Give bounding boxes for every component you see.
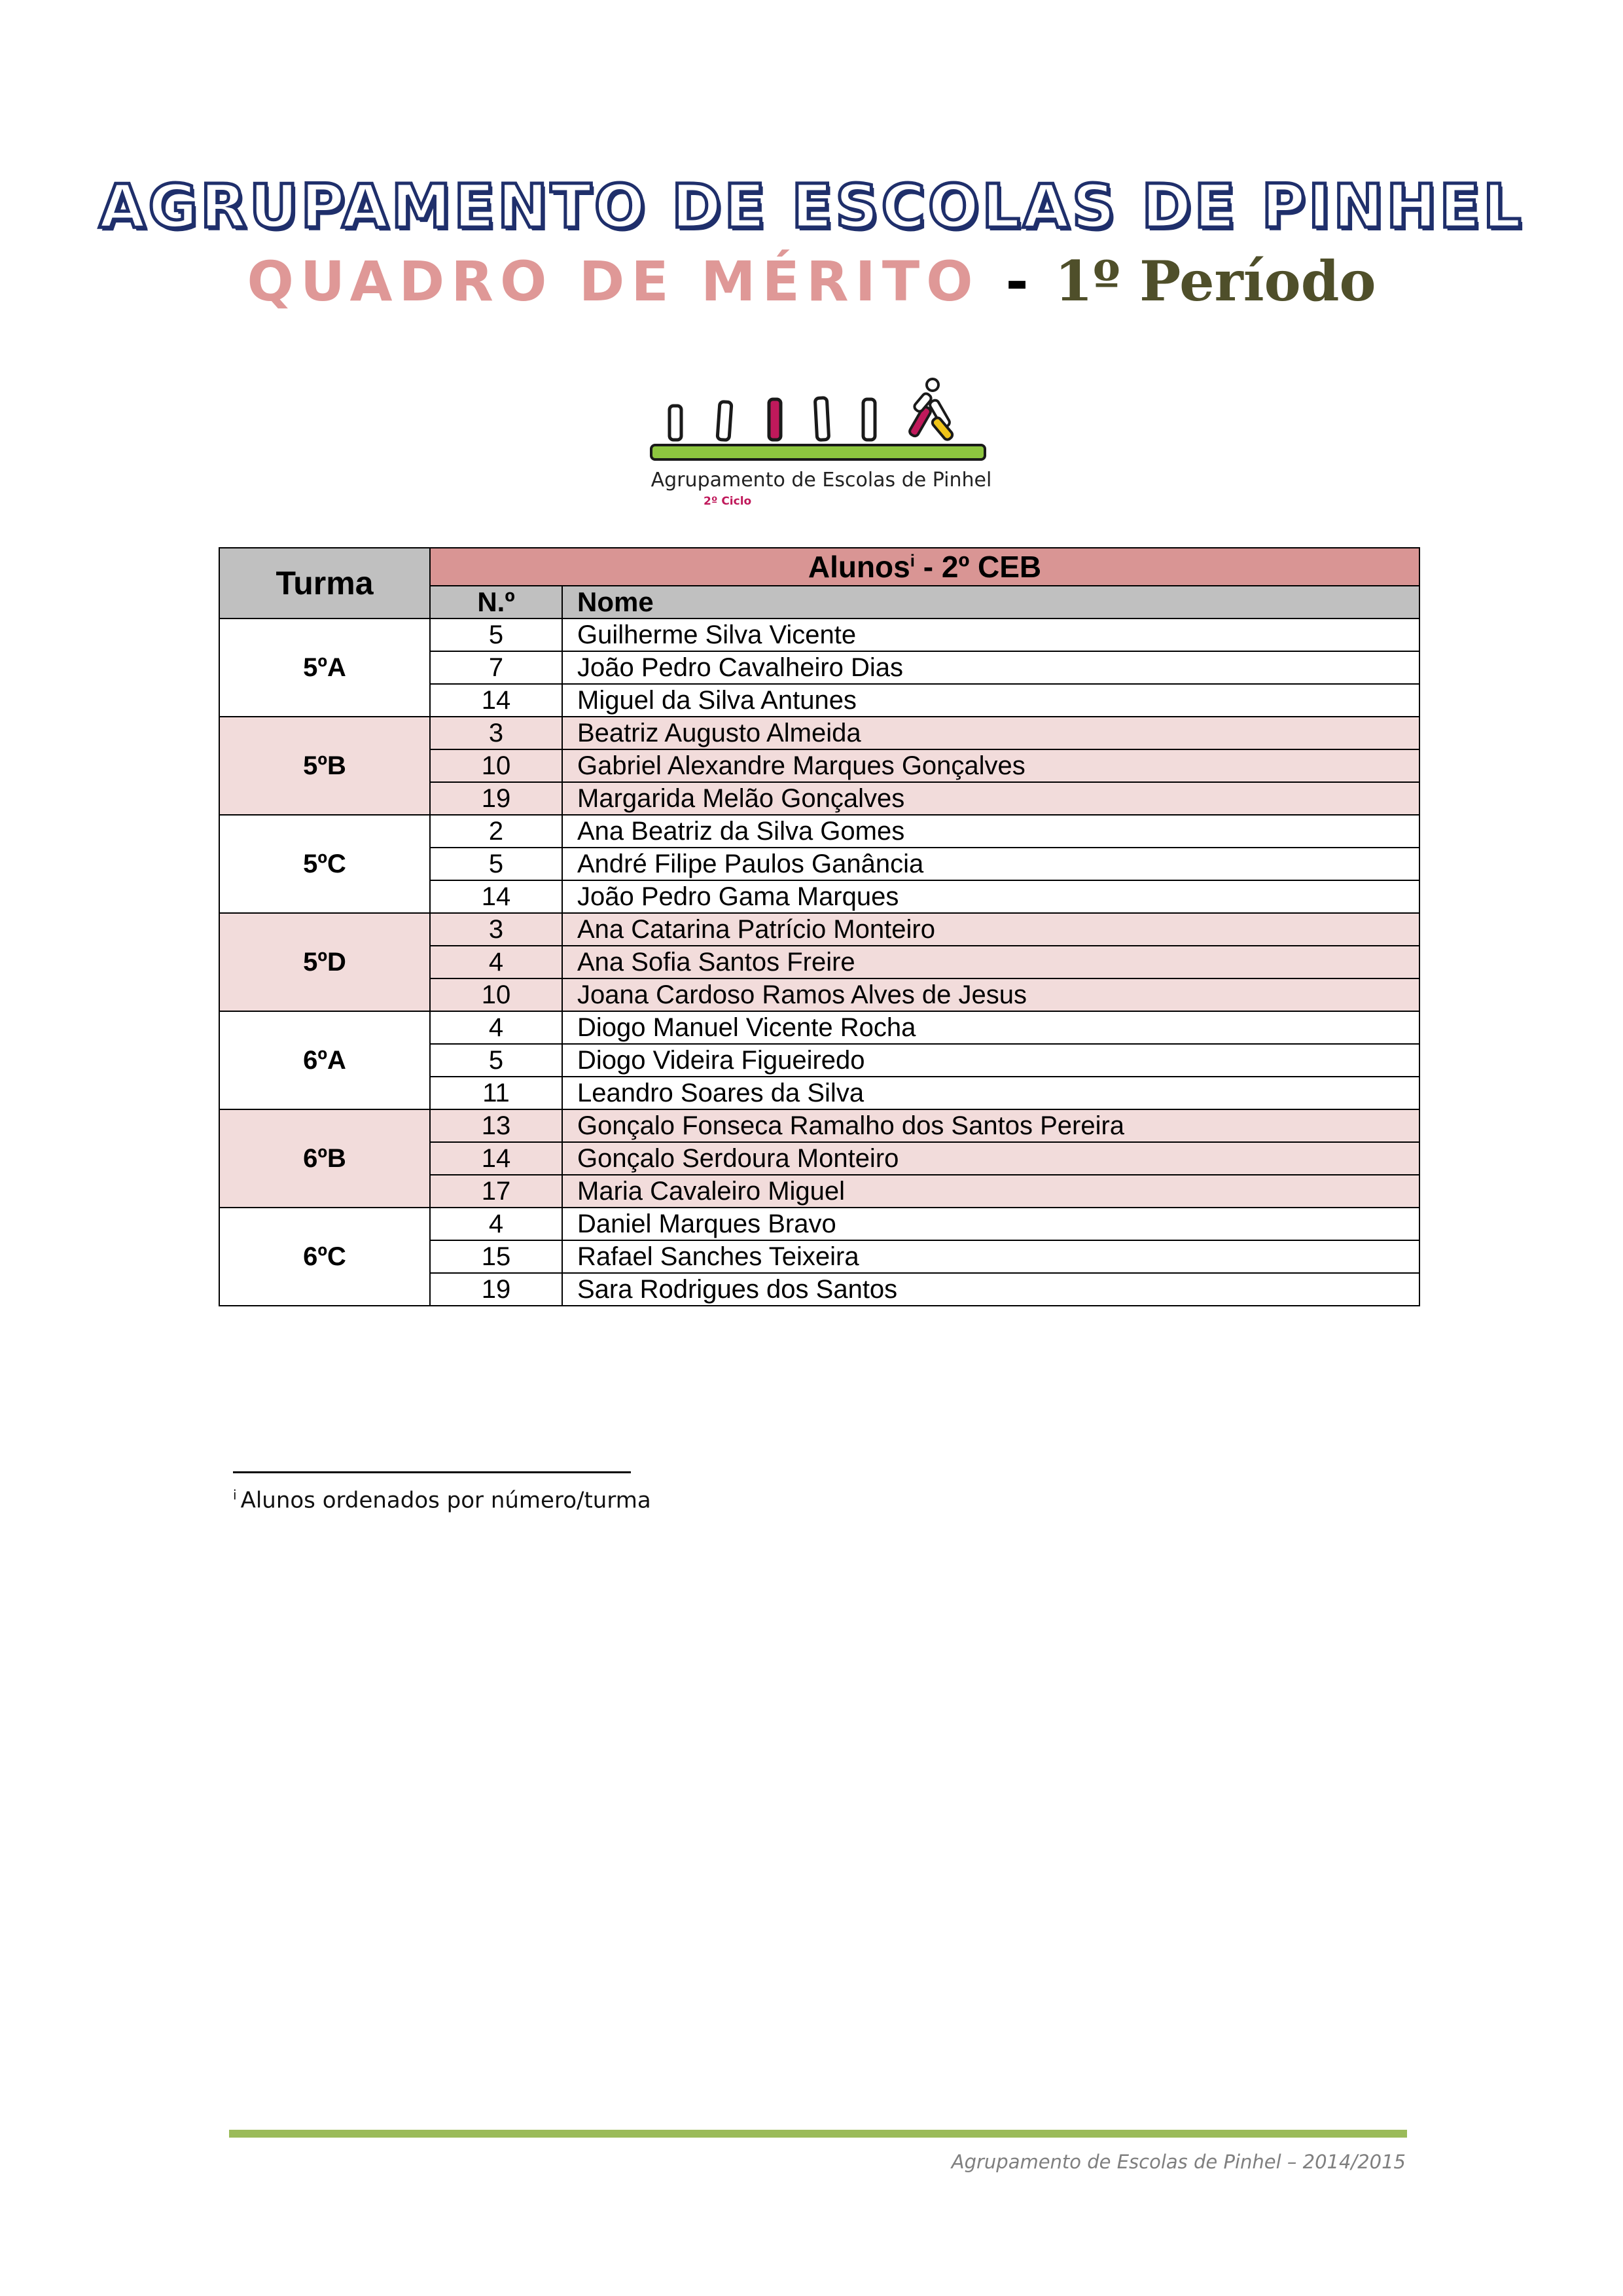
logo-text: Agrupamento de Escolas de Pinhel	[651, 469, 992, 492]
student-name: Margarida Melão Gonçalves	[562, 782, 1419, 815]
subtitle-separator: -	[1005, 249, 1029, 314]
footnote-divider	[233, 1471, 631, 1473]
turma-cell: 5ºD	[219, 913, 430, 1011]
header-turma: Turma	[219, 548, 430, 619]
student-number: 14	[430, 880, 562, 913]
student-number: 4	[430, 946, 562, 978]
student-name: João Pedro Cavalheiro Dias	[562, 651, 1419, 684]
student-name: Miguel da Silva Antunes	[562, 684, 1419, 717]
page-subtitle	[0, 249, 1623, 314]
student-number: 5	[430, 848, 562, 880]
student-name: Sara Rodrigues dos Santos	[562, 1273, 1419, 1306]
table-row	[219, 619, 1419, 651]
student-number: 19	[430, 1273, 562, 1306]
table-row	[219, 1011, 1419, 1044]
footer-text: Agrupamento de Escolas de Pinhel – 2014/2015	[951, 2151, 1406, 2173]
table-row	[219, 913, 1419, 946]
student-number: 5	[430, 1044, 562, 1077]
student-number: 13	[430, 1109, 562, 1142]
page-title: AGRUPAMENTO DE ESCOLAS DE PINHEL	[99, 171, 1524, 242]
student-number: 10	[430, 978, 562, 1011]
student-name: Ana Sofia Santos Freire	[562, 946, 1419, 978]
table-row	[219, 815, 1419, 848]
footnote	[233, 1487, 651, 1513]
student-name: Ana Beatriz da Silva Gomes	[562, 815, 1419, 848]
student-number: 14	[430, 1142, 562, 1175]
student-name: Leandro Soares da Silva	[562, 1077, 1419, 1109]
turma-cell: 5ºB	[219, 717, 430, 815]
subtitle-quadro-merito: QUADRO DE MÉRITO	[247, 249, 980, 314]
student-number: 3	[430, 717, 562, 749]
turma-cell: 5ºA	[219, 619, 430, 717]
footnote-mark: i	[910, 550, 915, 571]
subtitle-period: 1º Período	[1054, 249, 1376, 314]
student-number: 15	[430, 1240, 562, 1273]
student-name: Beatriz Augusto Almeida	[562, 717, 1419, 749]
student-number: 5	[430, 619, 562, 651]
student-number: 14	[430, 684, 562, 717]
table-row	[219, 717, 1419, 749]
student-name: Daniel Marques Bravo	[562, 1208, 1419, 1240]
student-name: João Pedro Gama Marques	[562, 880, 1419, 913]
header-alunos-label: Alunos	[808, 550, 910, 584]
student-name: Maria Cavaleiro Miguel	[562, 1175, 1419, 1208]
student-name: Diogo Manuel Vicente Rocha	[562, 1011, 1419, 1044]
student-name: Diogo Videira Figueiredo	[562, 1044, 1419, 1077]
table-row	[219, 1208, 1419, 1240]
header-name: Nome	[562, 586, 1419, 619]
student-number: 4	[430, 1208, 562, 1240]
student-name: Rafael Sanches Teixeira	[562, 1240, 1419, 1273]
turma-cell: 6ºC	[219, 1208, 430, 1306]
footer-divider	[229, 2130, 1407, 2138]
header-num: N.º	[430, 586, 562, 619]
footnote-mark: i	[233, 1487, 237, 1503]
table-row	[219, 1109, 1419, 1142]
logo-subtext: 2º Ciclo	[704, 495, 752, 508]
header-alunos	[430, 548, 1419, 586]
student-name: Guilherme Silva Vicente	[562, 619, 1419, 651]
student-number: 10	[430, 749, 562, 782]
student-name: Gonçalo Serdoura Monteiro	[562, 1142, 1419, 1175]
student-name: Gonçalo Fonseca Ramalho dos Santos Pereira	[562, 1109, 1419, 1142]
student-number: 3	[430, 913, 562, 946]
header-alunos-suffix: - 2º CEB	[914, 550, 1042, 584]
turma-cell: 6ºB	[219, 1109, 430, 1208]
student-number: 2	[430, 815, 562, 848]
student-name: Joana Cardoso Ramos Alves de Jesus	[562, 978, 1419, 1011]
turma-cell: 5ºC	[219, 815, 430, 913]
student-number: 4	[430, 1011, 562, 1044]
student-number: 7	[430, 651, 562, 684]
merit-table	[219, 547, 1420, 1306]
student-name: Gabriel Alexandre Marques Gonçalves	[562, 749, 1419, 782]
student-number: 19	[430, 782, 562, 815]
turma-cell: 6ºA	[219, 1011, 430, 1109]
student-name: André Filipe Paulos Ganância	[562, 848, 1419, 880]
merit-table-body	[219, 619, 1419, 1306]
student-name: Ana Catarina Patrício Monteiro	[562, 913, 1419, 946]
student-number: 11	[430, 1077, 562, 1109]
student-number: 17	[430, 1175, 562, 1208]
footnote-text: Alunos ordenados por número/turma	[240, 1487, 651, 1514]
